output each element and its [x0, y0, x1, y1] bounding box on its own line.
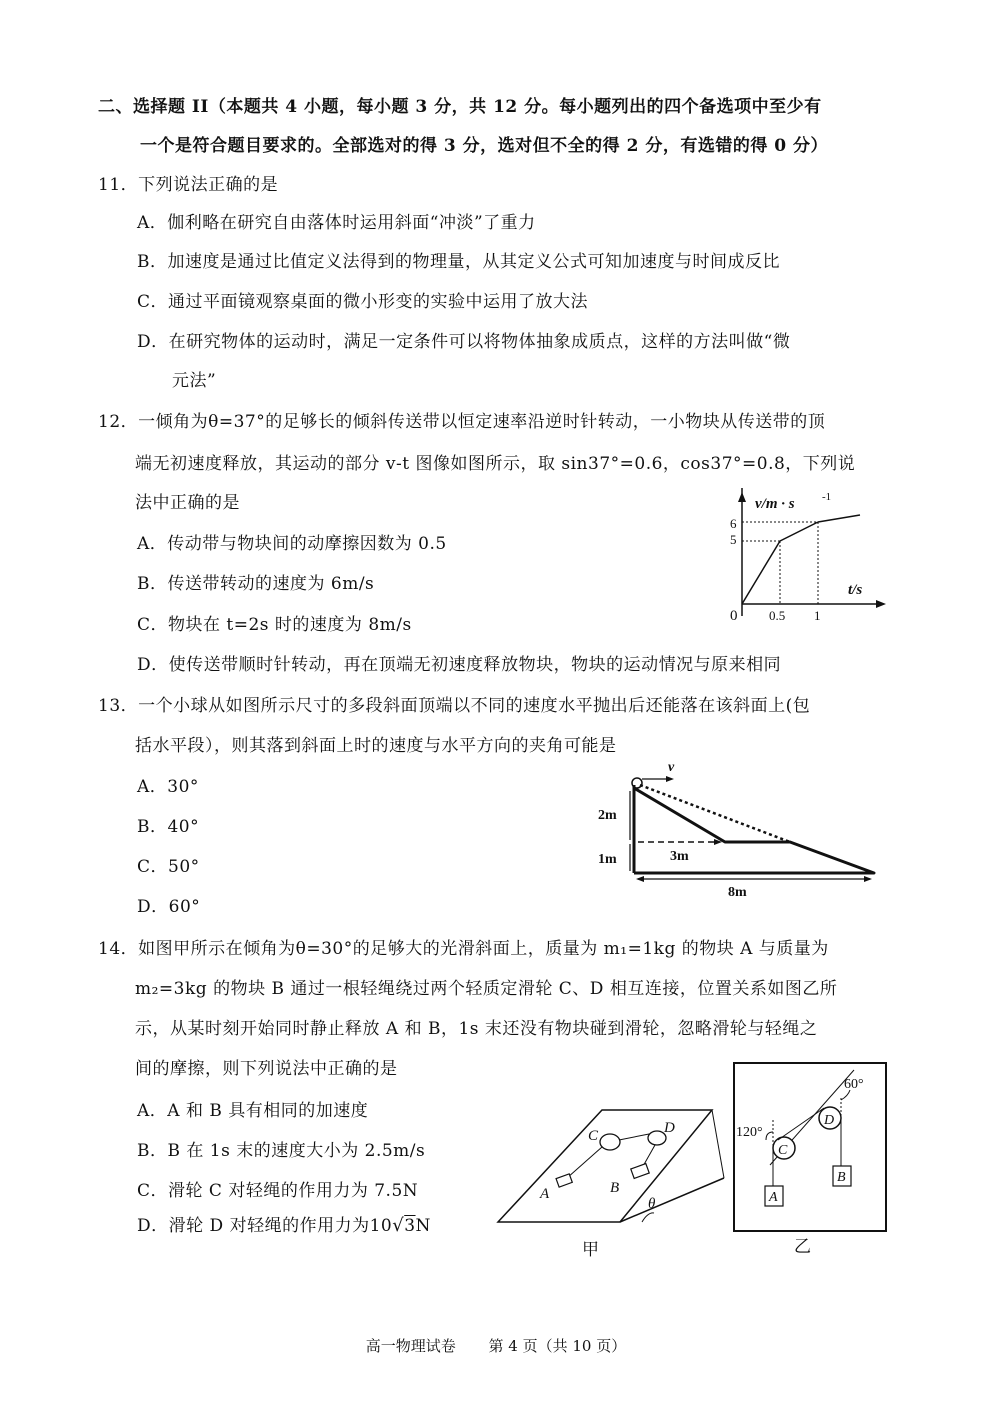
q13-stem-line2: 括水平段），则其落到斜面上时的速度与水平方向的夹角可能是 [135, 736, 617, 756]
origin-label: 0 [730, 608, 738, 624]
yi-caption: 乙 [794, 1237, 811, 1256]
q13-option-b: B．40° [137, 817, 200, 837]
segment-2 [780, 522, 818, 541]
q12-option-c: C．物块在 t=2s 时的速度为 8m/s [137, 615, 412, 635]
trajectory-line [640, 785, 790, 842]
y-tick-5: 5 [730, 532, 737, 547]
rope-ca [567, 1147, 602, 1178]
jia-label-c: C [588, 1128, 599, 1144]
y-axis-label-sup: -1 [822, 491, 832, 503]
x-tick-1: 1 [814, 608, 821, 623]
rope-cd [619, 1134, 649, 1140]
dim-8m-arrow-left [636, 876, 644, 882]
segment-1 [742, 541, 780, 604]
q14-figure-jia [492, 1100, 732, 1260]
q14-stem-line4: 间的摩擦，则下列说法中正确的是 [135, 1059, 398, 1079]
q14-figure-yi [730, 1060, 895, 1260]
q12-vt-graph [720, 488, 890, 628]
label-1m: 1m [598, 852, 617, 867]
velocity-label: v [668, 760, 675, 775]
q11-option-a: A．伽利略在研究自由落体时运用斜面“冲淡”了重力 [137, 213, 536, 233]
incline-plane [498, 1110, 712, 1222]
jia-label-theta: θ [648, 1196, 656, 1212]
yi-label-a: A [769, 1190, 778, 1205]
pulley-c [600, 1134, 620, 1150]
base-line [620, 1178, 724, 1222]
q13-option-c: C．50° [137, 857, 200, 877]
q14-option-d [137, 1211, 431, 1236]
q14-stem-line3: 示，从某时刻开始同时静止释放 A 和 B，1s 末还没有物块碰到滑轮，忽略滑轮与轻绳之 [135, 1019, 818, 1039]
velocity-arrowhead [666, 776, 674, 782]
q14-stem-line1: 14．如图甲所示在倾角为θ=30°的足够大的光滑斜面上，质量为 m₁=1kg 的物块 A 与质量为 [98, 939, 829, 959]
x-tick-0.5: 0.5 [769, 608, 786, 623]
q11-option-b: B．加速度是通过比值定义法得到的物理量，从其定义公式可知加速度与时间成反比 [137, 252, 780, 272]
jia-label-b: B [610, 1180, 620, 1196]
section-header-line2: 一个是符合题目要求的。全部选对的得 3 分，选对但不全的得 2 分，有选错的得 0 分） [140, 136, 828, 156]
y-axis-arrow [738, 492, 746, 502]
q14-option-b: B．B 在 1s 末的速度大小为 2.5m/s [137, 1141, 426, 1161]
segment-3 [818, 515, 860, 522]
q12-option-b: B．传送带转动的速度为 6m/s [137, 574, 375, 594]
jia-label-a: A [540, 1186, 550, 1202]
y-tick-6: 6 [730, 516, 737, 531]
q12-option-d: D．使传送带顺时针转动，再在顶端无初速度释放物块，物块的运动情况与原来相同 [137, 655, 782, 675]
block-a [556, 1174, 572, 1187]
x-axis-arrow [876, 600, 886, 608]
label-2m: 2m [598, 808, 617, 823]
angle-120-arc [766, 1132, 773, 1140]
jia-caption: 甲 [582, 1240, 599, 1259]
yi-label-120: 120° [736, 1125, 763, 1140]
q11-option-d: D．在研究物体的运动时，满足一定条件可以将物体抽象成质点，这样的方法叫做“微 [137, 332, 791, 352]
jia-label-d: D [664, 1120, 675, 1136]
side-edge [712, 1110, 724, 1178]
q12-option-a: A．传动带与物块间的动摩擦因数为 0.5 [137, 534, 447, 554]
q14-option-d-root: 3 [404, 1216, 416, 1236]
q12-stem-line1: 12．一倾角为θ=37°的足够长的倾斜传送带以恒定速率沿逆时针转动，一小物块从传送带的顶 [98, 412, 826, 432]
q14-option-d-coef: 10 [369, 1216, 393, 1236]
theta-arc [642, 1213, 654, 1222]
q14-stem-line2: m₂=3kg 的物块 B 通过一根轻绳绕过两个轻质定滑轮 C、D 相互连接，位置关系如图乙所 [135, 979, 838, 999]
footer-page-number: 第 4 页（共 10 页） [488, 1337, 627, 1355]
q11-stem: 11．下列说法正确的是 [98, 175, 279, 195]
x-axis-label: t/s [848, 582, 863, 598]
sqrt-symbol: √ [392, 1215, 405, 1236]
label-8m: 8m [728, 885, 747, 900]
q13-option-d: D．60° [137, 897, 201, 917]
yi-label-b: B [837, 1170, 846, 1185]
dim-8m-arrow-right [864, 876, 872, 882]
page-footer [0, 1335, 992, 1356]
y-axis-label: v/m · s [755, 496, 795, 512]
q12-stem-line3: 法中正确的是 [135, 493, 240, 513]
q14-option-a: A．A 和 B 具有相同的加速度 [137, 1101, 369, 1121]
q13-slope-figure [590, 755, 890, 905]
q13-option-a: A．30° [137, 777, 199, 797]
section-header-line1: 二、选择题 II（本题共 4 小题，每小题 3 分，共 12 分。每小题列出的四个备选项中至少有 [98, 97, 822, 117]
footer-title: 高一物理试卷 [365, 1337, 456, 1355]
label-3m: 3m [670, 849, 689, 864]
q12-stem-line2: 端无初速度释放，其运动的部分 v-t 图像如图所示，取 sin37°=0.6，cos37°=0.8，下列说 [135, 454, 856, 474]
yi-label-c: C [778, 1143, 788, 1158]
q11-option-d-cont: 元法” [172, 371, 217, 391]
q14-option-c: C．滑轮 C 对轻绳的作用力为 7.5N [137, 1181, 419, 1201]
rope-cd [778, 1108, 824, 1140]
yi-label-d: D [824, 1113, 835, 1128]
q14-option-d-text: D．滑轮 D 对轻绳的作用力为 [137, 1216, 370, 1236]
block-b [631, 1164, 649, 1179]
q13-stem-line1: 13．一个小球从如图所示尺寸的多段斜面顶端以不同的速度水平抛出后还能落在该斜面上(包 [98, 696, 811, 716]
yi-label-60: 60° [844, 1077, 864, 1092]
q11-option-c: C．通过平面镜观察桌面的微小形变的实验中运用了放大法 [137, 292, 589, 312]
q14-option-d-unit: N [415, 1216, 431, 1236]
